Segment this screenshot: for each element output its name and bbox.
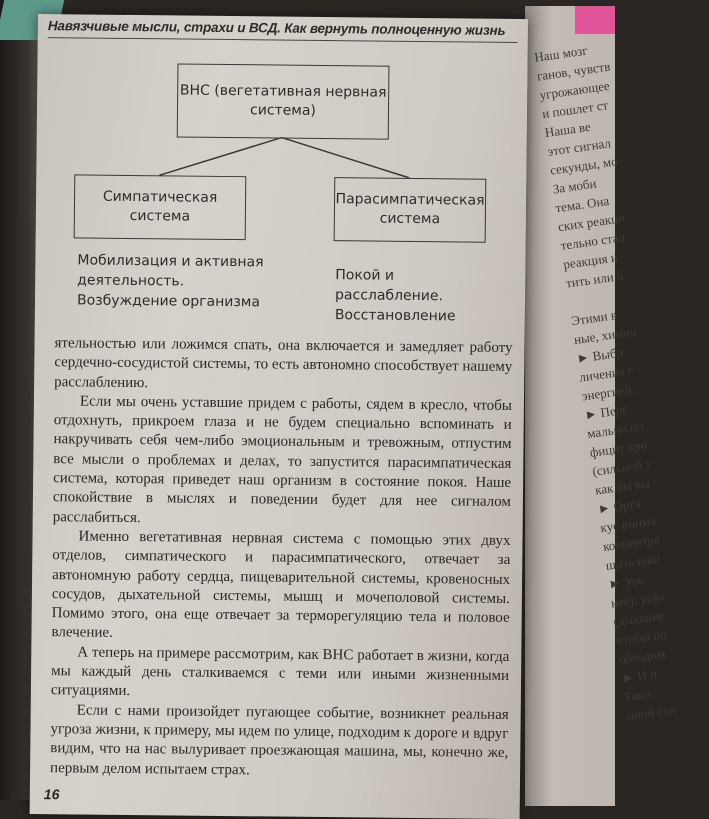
- facing-page-line: шить наш: [604, 550, 661, 573]
- diagram-root-node: [177, 63, 390, 139]
- diagram-sympathetic-node: [74, 174, 247, 240]
- facing-page-text: [533, 37, 709, 726]
- facing-page-line: чтобы по: [615, 626, 668, 649]
- facing-page-line: ганов, чувств: [535, 58, 612, 84]
- paragraph: Если мы очень уставшие придем с работы, сядем в кресло, чтобы отдохнуть, прикроем глаза и не будем специально вспоминать и накручивать себя чем-либо эмоциональным и тревожным, отпустим все мысли о проблемах и делах, то запустится парасимпатическая система, которая приведет наш организм в состояние покоя. Наше спокойствие в мыслях и поведении будет для нее сигналом расслабиться.: [52, 393, 513, 526]
- facing-page-line: ских реакци: [557, 209, 626, 235]
- paragraph: Именно вегетативная нервная система с помощью этих двух отделов, симпатического и парасимпатического, отвечает за автономную работу сердца, пищеварительной системы, кровеносных сосудов, дыхательной системы, мышц и мочеполовой системы. Помимо этого, она еще отвечает за терморегуляцию тела и половое влечение.: [51, 528, 511, 642]
- facing-page-line: энергией.: [580, 381, 636, 404]
- facing-page-line: Наш мозг: [533, 42, 589, 65]
- facing-page-line: Таки: [623, 685, 652, 705]
- facing-page-line: За моби: [551, 175, 598, 197]
- facing-page-line: личения г: [578, 362, 635, 385]
- facing-page-line: как бы вы: [594, 475, 651, 498]
- paragraph: Если с нами произойдет пугающее событие, возникнет реальная угроза жизни, к примеру, мы идем по улице, подходим к дороге и вдруг видим, что на нас вылуривает проезжающая машина, мы, конечно же, первым делом испытаем страх.: [50, 702, 509, 778]
- facing-page-line: ► Орга: [596, 495, 642, 517]
- facing-page-line: ► Выбр: [575, 344, 624, 366]
- facing-page-line: кус внима: [599, 512, 657, 536]
- facing-page-line: реакция и: [562, 249, 619, 272]
- facing-page-line: (сильной т: [591, 455, 652, 479]
- facing-page-line: Наша ве: [543, 118, 592, 141]
- facing-page-line: ные, химич: [572, 323, 638, 348]
- sympathetic-caption: Мобилизация и активная деятельность. Возбуждение организма: [76, 252, 264, 311]
- diagram-parasympathetic-node: [334, 177, 487, 243]
- sympathetic-node-label: Симпатическая система: [102, 188, 218, 225]
- parasympathetic-caption: Покой и расслабление. Восстановление: [334, 267, 456, 325]
- facing-page-line: нее), уско: [609, 588, 666, 611]
- facing-page-line: ► Пере: [583, 401, 629, 423]
- facing-page-line: ► Уве: [607, 571, 645, 592]
- facing-page-line: (дыхание: [612, 607, 666, 630]
- parasympathetic-node-label: Парасимпатическая система: [335, 191, 485, 228]
- facing-page-line: обходим: [617, 645, 667, 667]
- facing-page-line: и пошлет ст: [541, 97, 609, 122]
- root-node-label: ВНС (вегетативная нервная система): [179, 82, 387, 119]
- facing-page-line: ► И п: [620, 665, 658, 686]
- facing-page-line: секунды, мо: [549, 153, 619, 178]
- connector-right: [281, 138, 409, 178]
- paragraph: ятельностью или ложимся спать, она включается и замедляет работу сердечно-сосудистой системы, то есть автономно способствует нашему расслаблению.: [54, 335, 513, 391]
- facing-page-line: фицит кро: [588, 437, 648, 460]
- facing-page-line: иной сти: [625, 701, 677, 724]
- facing-page-line: тельно стал: [559, 229, 626, 253]
- connector-left: [159, 136, 281, 176]
- facing-page-line: тить или б: [565, 267, 625, 291]
- facing-page-line: мально по: [586, 418, 645, 442]
- facing-page-line: угрожающее: [538, 77, 611, 103]
- background-object: [575, 6, 615, 34]
- facing-page-line: этот сигнал: [546, 135, 612, 159]
- facing-page: [525, 6, 677, 806]
- facing-page-line: концентра: [602, 531, 661, 555]
- running-header: Навязчивые мысли, страхи и ВСД. Как вернуть полноценную жизнь: [48, 18, 518, 43]
- book-page: [30, 14, 528, 819]
- facing-page-line: тема. Она: [554, 192, 610, 216]
- facing-page-line: Этими в: [570, 307, 618, 329]
- paragraph: А теперь на примере рассмотрим, как ВНС работает в жизни, когда мы каждый день сталкиваемся с теми или иными жизненными ситуациями.: [50, 644, 510, 700]
- body-text: [50, 334, 513, 783]
- page-number: 16: [43, 786, 60, 803]
